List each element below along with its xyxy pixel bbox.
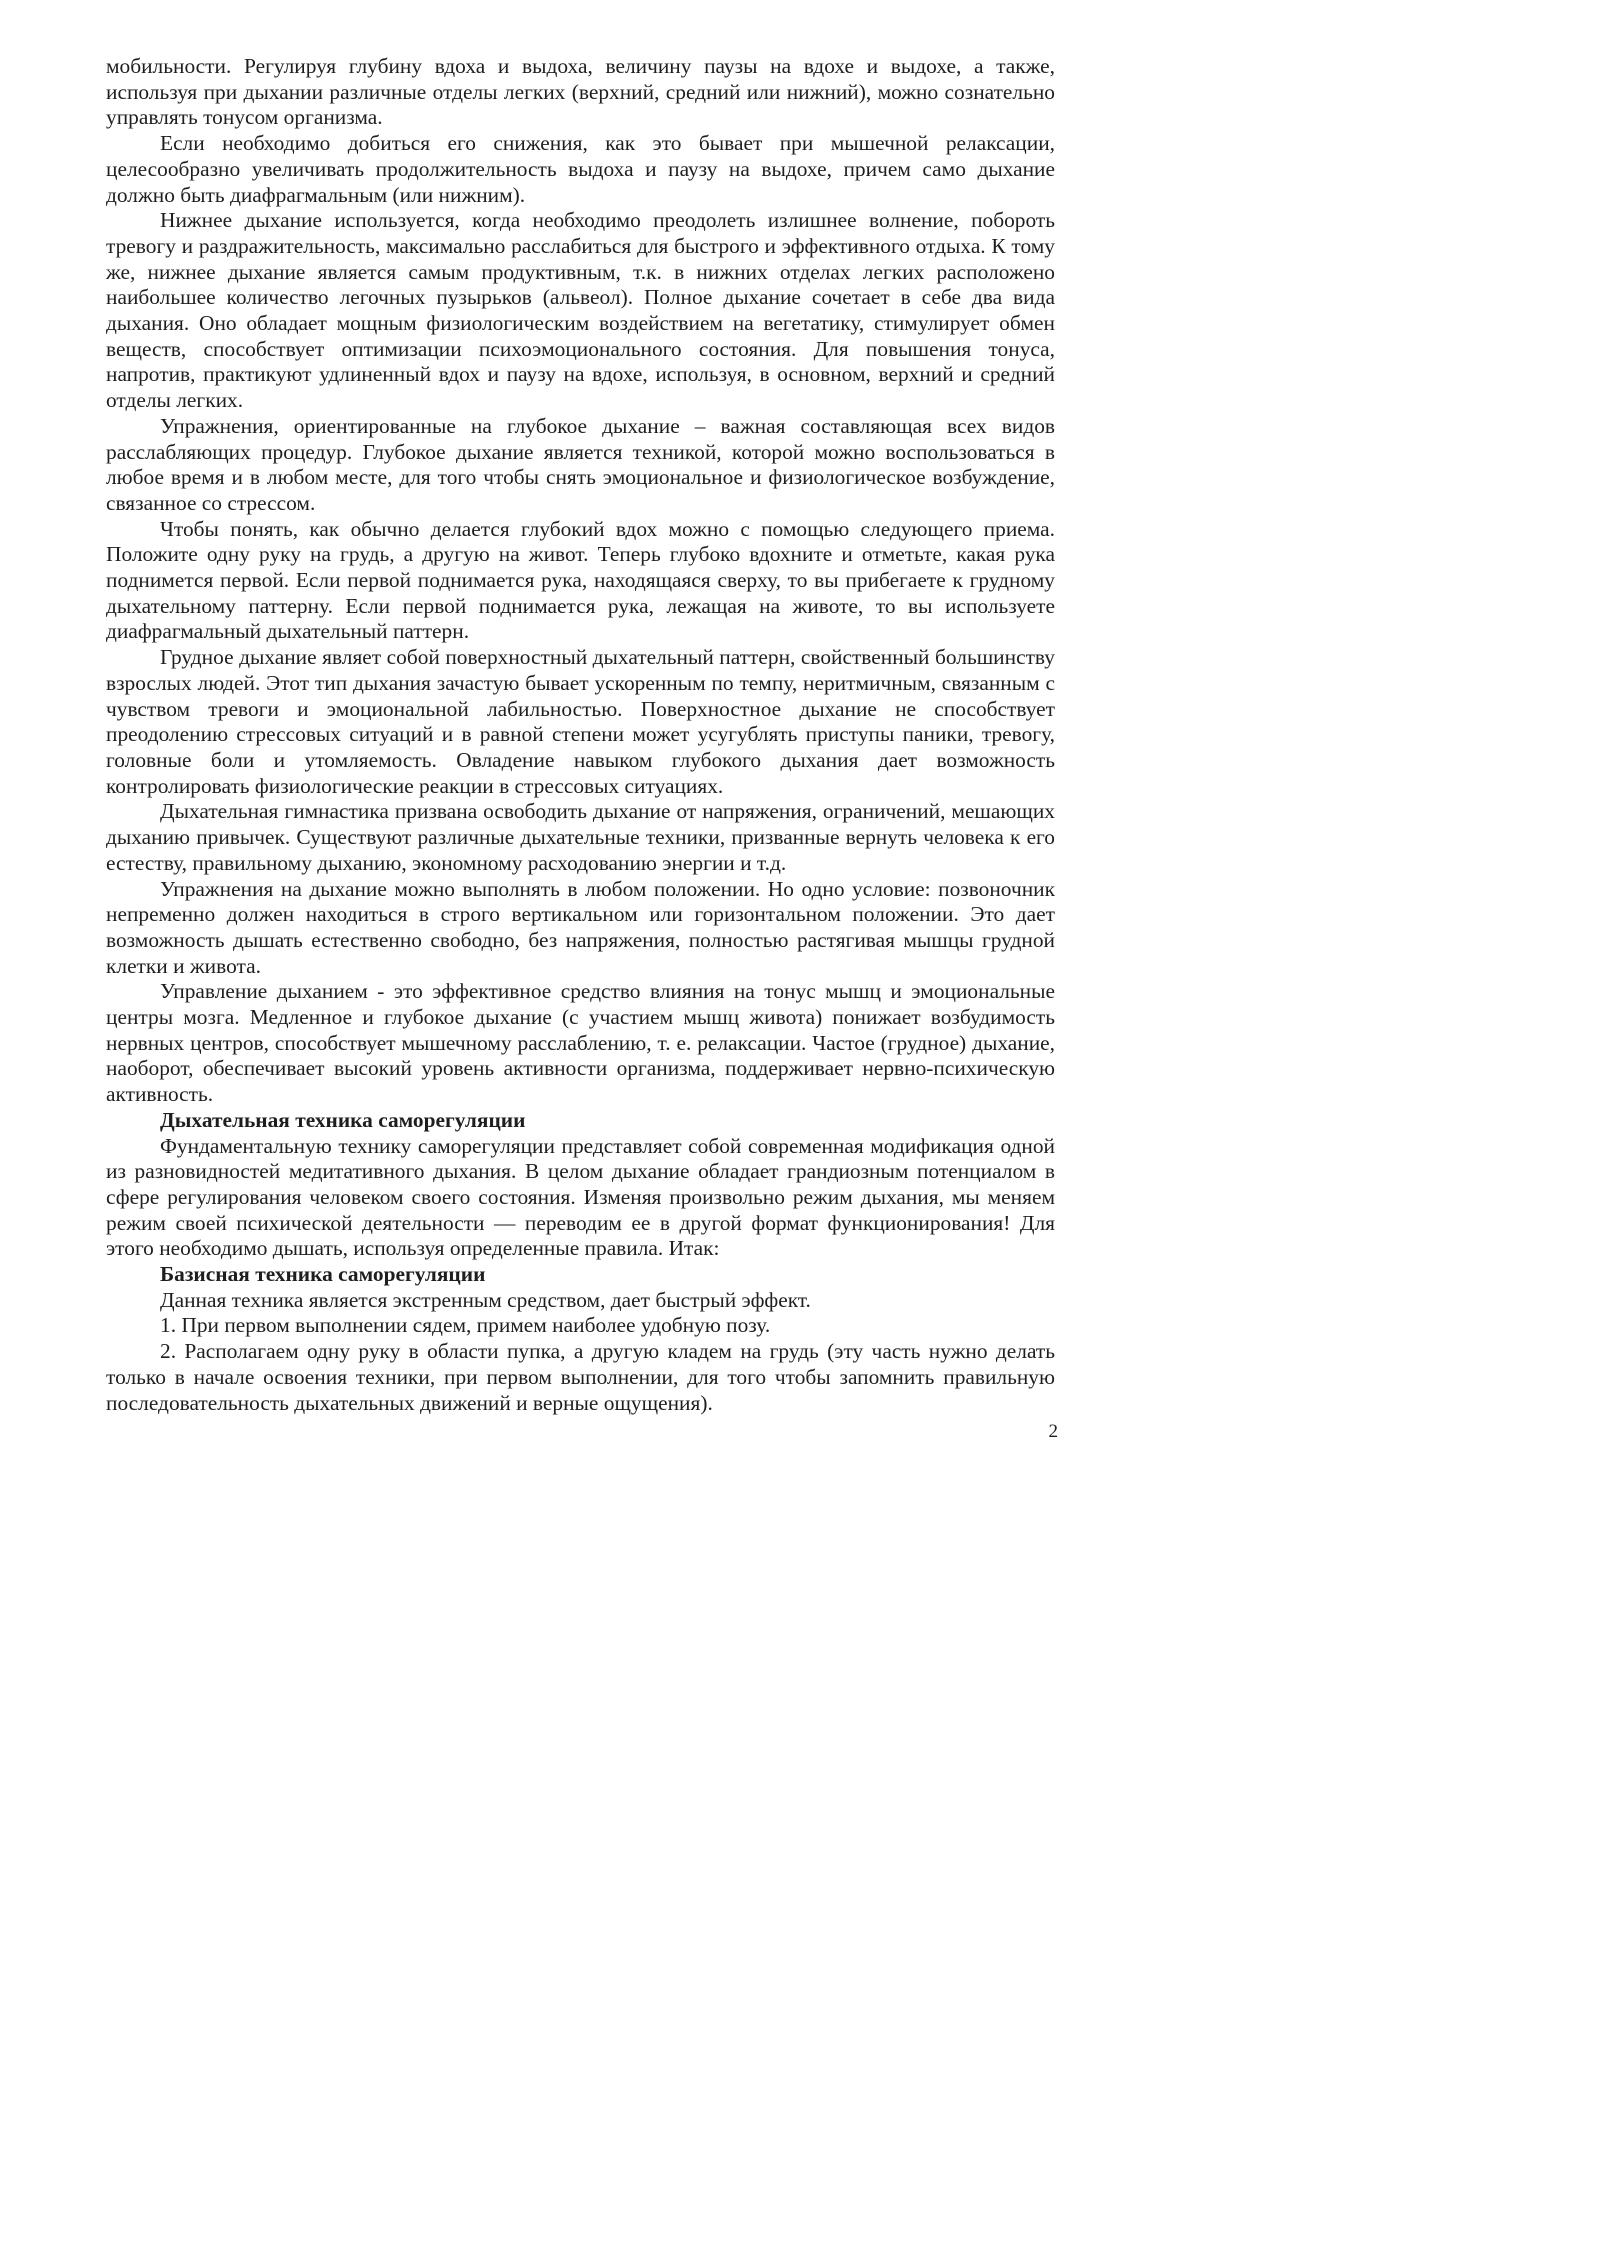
- paragraph: Чтобы понять, как обычно делается глубокий вдох можно с помощью следующего приема. Положите одну руку на грудь, а другую на живот. Теперь глубоко вдохните и отметьте, какая рука поднимется первой. Если первой поднимается рука, находящаяся сверху, то вы прибегаете к грудному дыхательному паттерну. Если первой поднимается рука, лежащая на животе, то вы используете диафрагмальный дыхательный паттерн.: [106, 516, 1055, 644]
- paragraph-continuation: мобильности. Регулируя глубину вдоха и выдоха, величину паузы на вдохе и выдохе, а также, используя при дыхании различные отделы легких (верхний, средний или нижний), можно сознательно управлять тонусом организма.: [106, 54, 1055, 130]
- paragraph: Упражнения на дыхание можно выполнять в любом положении. Но одно условие: позвоночник непременно должен находиться в строго вертикальном или горизонтальном положении. Это дает возможность дышать естественно свободно, без напряжения, полностью растягивая мышцы грудной клетки и живота.: [106, 876, 1055, 978]
- paragraph: Если необходимо добиться его снижения, как это бывает при мышечной релаксации, целесообразно увеличивать продолжительность выдоха и паузу на выдохе, причем само дыхание должно быть диафрагмальным (или нижним).: [106, 131, 1055, 207]
- section-heading: Базисная техника саморегуляции: [160, 1262, 486, 1287]
- list-item: 2. Располагаем одну руку в области пупка, а другую кладем на грудь (эту часть нужно делать только в начале освоения техники, при первом выполнении, для того чтобы запомнить правильную последовательность дыхательных движений и верные ощущения).: [106, 1339, 1055, 1415]
- list-item: 1. При первом выполнении сядем, примем наиболее удобную позу.: [160, 1313, 771, 1338]
- paragraph: Управление дыханием - это эффективное средство влияния на тонус мышц и эмоциональные центры мозга. Медленное и глубокое дыхание (с участием мышц живота) понижает возбудимость нервных центров, способствует мышечному расслаблению, т. е. релаксации. Частое (грудное) дыхание, наоборот, обеспечивает высокий уровень активности организма, поддерживает нервно-психическую активность.: [106, 979, 1055, 1107]
- paragraph: Фундаментальную технику саморегуляции представляет собой современная модификация одной из разновидностей медитативного дыхания. В целом дыхание обладает грандиозным потенциалом в сфере регулирования человеком своего состояния. Изменяя произвольно режим дыхания, мы меняем режим своей психической деятельности — переводим ее в другой формат функционирования! Для этого необходимо дышать, используя определенные правила. Итак:: [106, 1133, 1055, 1261]
- paragraph: Нижнее дыхание используется, когда необходимо преодолеть излишнее волнение, побороть тревогу и раздражительность, максимально расслабиться для быстрого и эффективного отдыха. К тому же, нижнее дыхание является самым продуктивным, т.к. в нижних отделах легких расположено наибольшее количество легочных пузырьков (альвеол). Полное дыхание сочетает в себе два вида дыхания. Оно обладает мощным физиологическим воздействием на вегетатику, стимулирует обмен веществ, способствует оптимизации психоэмоционального состояния. Для повышения тонуса, напротив, практикуют удлиненный вдох и паузу на вдохе, используя, в основном, верхний и средний отделы легких.: [106, 208, 1055, 413]
- paragraph: Дыхательная гимнастика призвана освободить дыхание от напряжения, ограничений, мешающих дыханию привычек. Существуют различные дыхательные техники, призванные вернуть человека к его естеству, правильному дыханию, экономному расходованию энергии и т.д.: [106, 799, 1055, 875]
- paragraph: Грудное дыхание являет собой поверхностный дыхательный паттерн, свойственный большинству взрослых людей. Этот тип дыхания зачастую бывает ускоренным по темпу, неритмичным, связанным с чувством тревоги и эмоциональной лабильностью. Поверхностное дыхание не способствует преодолению стрессовых ситуаций и в равной степени может усугублять приступы паники, тревогу, головные боли и утомляемость. Овладение навыком глубокого дыхания дает возможность контролировать физиологические реакции в стрессовых ситуациях.: [106, 645, 1055, 798]
- page-number: 2: [1048, 1421, 1058, 1442]
- section-heading: Дыхательная техника саморегуляции: [160, 1107, 526, 1132]
- paragraph: Упражнения, ориентированные на глубокое дыхание – важная составляющая всех видов расслабляющих процедур. Глубокое дыхание является техникой, которой можно воспользоваться в любое время и в любом месте, для того чтобы снять эмоциональное и физиологическое возбуждение, связанное со стрессом.: [106, 413, 1055, 515]
- document-page: [106, 54, 1055, 1416]
- paragraph: Данная техника является экстренным средством, дает быстрый эффект.: [160, 1287, 811, 1312]
